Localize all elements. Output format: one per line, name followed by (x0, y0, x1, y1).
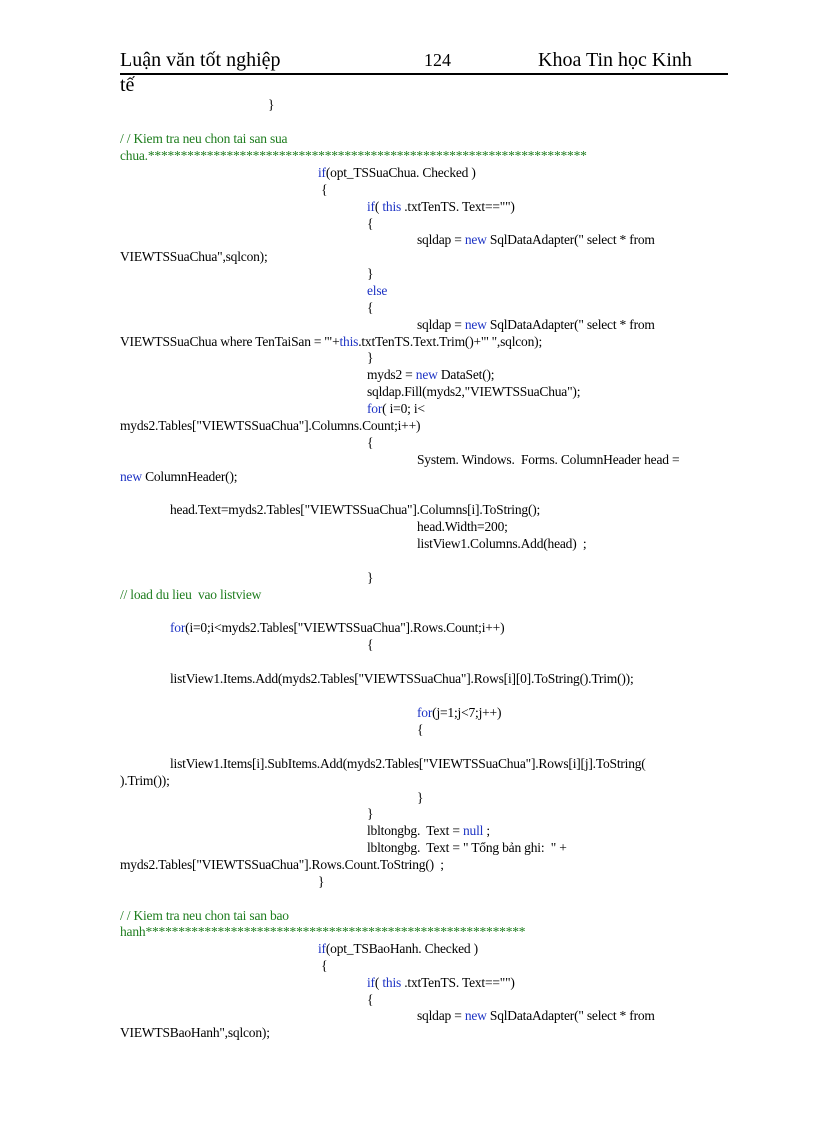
code-text: listView1.Items[i].SubItems.Add(myds2.Tables["VIEWTSSuaChua"].Rows[i][j].ToString( (170, 756, 646, 771)
code-line (417, 790, 423, 806)
code-text: } (367, 570, 374, 585)
code-line (120, 924, 525, 940)
code-text: { (318, 182, 328, 197)
code-line (367, 570, 373, 586)
code-text: } (268, 97, 275, 112)
code-line (120, 148, 587, 164)
code-text: sqldap.Fill(myds2,"VIEWTSSuaChua"); (367, 384, 581, 399)
code-line (367, 401, 425, 417)
code-line (367, 975, 515, 991)
code-text: .txtTenTS. Text=="") (401, 975, 515, 990)
code-keyword: if (367, 199, 375, 214)
code-line (318, 941, 478, 957)
code-text: SqlDataAdapter(" select * from (486, 1008, 655, 1023)
code-line (367, 823, 490, 839)
code-line (120, 131, 287, 147)
code-text: DataSet(); (437, 367, 495, 382)
code-line (120, 418, 420, 434)
header-rule (120, 73, 728, 75)
code-text: lbltongbg. Text = " Tổng bản ghi: " + (367, 840, 567, 855)
code-text: { (367, 300, 374, 315)
code-text: .txtTenTS.Text.Trim()+"' ",sqlcon); (358, 334, 542, 349)
code-text: myds2 = (367, 367, 416, 382)
code-keyword: else (367, 283, 388, 298)
code-line (367, 384, 580, 400)
code-keyword: null (463, 823, 484, 838)
code-line (367, 216, 373, 232)
code-text: } (367, 806, 374, 821)
code-keyword: new (464, 232, 487, 247)
code-text: ( (374, 199, 383, 214)
code-keyword: for (170, 620, 186, 635)
code-line (170, 756, 646, 772)
code-text: ColumnHeader(); (141, 469, 238, 484)
code-text: { (417, 722, 424, 737)
code-keyword: this (382, 199, 402, 214)
code-line (318, 958, 327, 974)
code-line (367, 637, 373, 653)
code-line (170, 671, 634, 687)
code-line (417, 536, 586, 552)
code-keyword: if (318, 165, 326, 180)
code-line (367, 367, 494, 383)
code-text: head.Text=myds2.Tables["VIEWTSSuaChua"].Columns[i].ToString(); (170, 502, 541, 517)
code-line (367, 992, 373, 1008)
code-text: myds2.Tables["VIEWTSSuaChua"].Columns.Count;i++) (120, 418, 421, 433)
code-text: listView1.Columns.Add(head) ; (417, 536, 587, 551)
code-text: .txtTenTS. Text=="") (401, 199, 515, 214)
code-keyword: if (367, 975, 375, 990)
code-line (120, 857, 444, 873)
code-text: ( i=0; i< (382, 401, 425, 416)
code-line (170, 620, 504, 636)
code-text: { (367, 435, 374, 450)
code-text: } (367, 266, 374, 281)
code-keyword: new (415, 367, 438, 382)
code-text: { (318, 958, 328, 973)
header-faculty: Khoa Tin học Kinh (538, 49, 692, 71)
code-text: myds2.Tables["VIEWTSSuaChua"].Rows.Count.ToString() ; (120, 857, 444, 872)
code-line (417, 317, 655, 333)
code-text: VIEWTSBaoHanh",sqlcon); (120, 1025, 270, 1040)
code-keyword: if (318, 941, 326, 956)
code-line (417, 705, 501, 721)
header-thesis-title: Luận văn tốt nghiệp (120, 49, 281, 71)
code-line (417, 519, 508, 535)
code-keyword: for (417, 705, 433, 720)
code-keyword: this (339, 334, 359, 349)
code-line (120, 587, 261, 603)
code-comment: // load du lieu vao listview (120, 587, 262, 602)
code-line (170, 502, 540, 518)
code-line (417, 232, 655, 248)
code-comment: chua.******************************************************************* (120, 148, 587, 163)
code-text: VIEWTSSuaChua where TenTaiSan = '"+ (120, 334, 340, 349)
code-keyword: this (382, 975, 402, 990)
code-text: lbltongbg. Text = (367, 823, 463, 838)
code-text: sqldap = (417, 232, 465, 247)
code-line (120, 469, 237, 485)
code-line (318, 165, 476, 181)
code-text: { (367, 216, 374, 231)
code-text: ; (483, 823, 490, 838)
code-line (367, 300, 373, 316)
code-line (120, 1025, 270, 1041)
code-line (417, 1008, 655, 1024)
code-text: System. Windows. Forms. ColumnHeader head = (417, 452, 680, 467)
code-line (120, 334, 542, 350)
code-keyword: for (367, 401, 383, 416)
code-text: } (367, 350, 374, 365)
code-comment: / / Kiem tra neu chon tai san bao (120, 908, 289, 923)
code-line (367, 350, 373, 366)
code-line (367, 199, 515, 215)
code-text: head.Width=200; (417, 519, 508, 534)
code-text: (j=1;j<7;j++) (432, 705, 502, 720)
code-line (120, 249, 268, 265)
page-number: 124 (424, 50, 451, 70)
code-line (367, 266, 373, 282)
code-line (318, 874, 324, 890)
code-text: { (367, 637, 374, 652)
code-line (417, 452, 679, 468)
code-line (367, 435, 373, 451)
code-text: SqlDataAdapter(" select * from (486, 317, 655, 332)
code-text: VIEWTSSuaChua",sqlcon); (120, 249, 268, 264)
code-text: ).Trim()); (120, 773, 170, 788)
code-text: ( (374, 975, 383, 990)
code-keyword: new (464, 1008, 487, 1023)
code-text: SqlDataAdapter(" select * from (486, 232, 655, 247)
code-comment: hanh********************************************************** (120, 924, 526, 939)
code-line (367, 840, 567, 856)
code-comment: / / Kiem tra neu chon tai san sua (120, 131, 288, 146)
code-keyword: new (464, 317, 487, 332)
code-line (120, 773, 170, 789)
code-text: (opt_TSBaoHanh. Checked ) (325, 941, 478, 956)
code-text: listView1.Items.Add(myds2.Tables["VIEWTSSuaChua"].Rows[i][0].ToString().Trim()); (170, 671, 634, 686)
code-text: (i=0;i<myds2.Tables["VIEWTSSuaChua"].Rows.Count;i++) (185, 620, 505, 635)
code-text: { (367, 992, 374, 1007)
code-line (367, 806, 373, 822)
code-text: sqldap = (417, 1008, 465, 1023)
code-line (367, 283, 387, 299)
code-keyword: new (120, 469, 142, 484)
code-text: (opt_TSSuaChua. Checked ) (325, 165, 476, 180)
code-text: sqldap = (417, 317, 465, 332)
header-faculty-continued: tế (120, 74, 135, 96)
code-text: } (417, 790, 424, 805)
code-text: } (318, 874, 325, 889)
code-line (318, 182, 327, 198)
code-line (417, 722, 423, 738)
code-line (120, 908, 289, 924)
code-line (268, 97, 274, 113)
